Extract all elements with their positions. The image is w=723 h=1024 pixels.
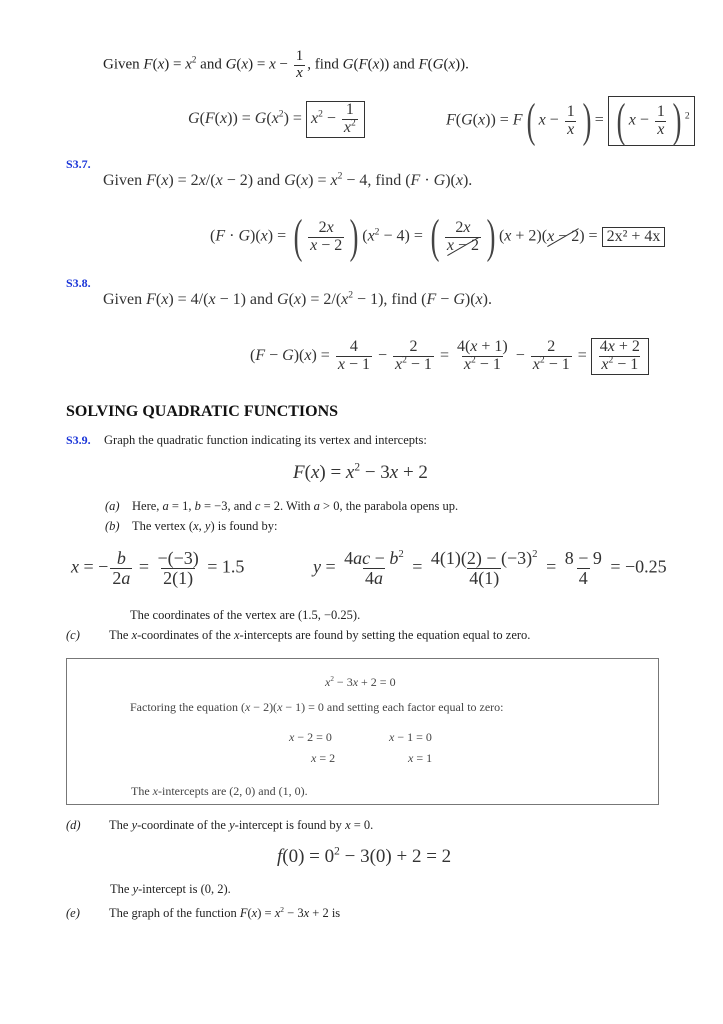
s36-given: Given $F(x) = x^2$ and G(x) = x − $\frac{1}{x}$ , find G(F(x)) and F(G(x)).: [103, 48, 469, 81]
yint-text: The y-intercept is (0, 2).: [110, 882, 231, 896]
vertex-y-result: −0.25: [625, 556, 667, 577]
s39-d-label: (d): [66, 818, 81, 832]
vertex-x-result: 1.5: [221, 556, 245, 577]
s36-gfx-equation: $G(F(x)) = G(x^2) = x^2$ − $\frac{1}{x^2}$: [188, 101, 365, 138]
s39-e-label: (e): [66, 906, 80, 920]
s39-a-label: (a): [105, 499, 120, 513]
panel-intercepts: The x-intercepts are (2, 0) and (1, 0).: [131, 784, 308, 798]
s39-e-text: The graph of the function $F(x) = x^2 - 3x + 2$ is: [109, 904, 341, 920]
s38-solution: (F − G)(x) = $\frac{4}{x - 1}$ − $\frac{2}{x^2 - 1}$ = $\frac{4(x + 1)}{x^2 - 1}$ − $\frac{2}{x^2 - 1}$ = $\frac{4x + 2}{x^2 - 1}$: [250, 338, 649, 375]
s39-c-text: The x-coordinates of the x-intercepts are found by setting the equation equal to zero.: [109, 628, 531, 642]
s39-b-label: (b): [105, 519, 120, 533]
panel-equation: $x^2 - 3x + 2 = 0$: [325, 675, 396, 689]
s38-given: Given F(x) = 4/(x − 1) and $G(x) = 2/(x^2 - 1)$, find (F − G)(x).: [103, 289, 492, 308]
s37-answer: 2x² + 4x: [602, 227, 666, 247]
s37-label: S3.7.: [66, 157, 91, 171]
s39-b-text: The vertex (x, y) is found by:: [132, 519, 278, 533]
s39-prompt: Graph the quadratic function indicating its vertex and intercepts:: [104, 433, 427, 447]
s39-label: S3.9.: [66, 433, 91, 447]
s38-label: S3.8.: [66, 276, 91, 290]
s39-c-label: (c): [66, 628, 80, 642]
section-heading: SOLVING QUADRATIC FUNCTIONS: [66, 403, 339, 420]
s39-function: $F(x) = x^2 - 3x + 2$: [293, 461, 428, 483]
factor1-equation: x − 2 = 0: [289, 730, 332, 744]
s39-a-text: Here, a = 1, b = −3, and c = 2. With a > 0, the parabola opens up.: [132, 499, 459, 513]
s37-given: Given F(x) = 2x/(x − 2) and $G(x) = x^2 - 4$, find (F · G)(x).: [103, 170, 473, 189]
s37-solution: (F · G)(x) = ( $\frac{2x}{x - 2}$ ) $(x^2 - 4)$ = ( $\frac{2x}{x - 2}$ ) (x + 2)(x − 2) = 2x² + 4x: [210, 213, 665, 261]
s36-fgx-equation: F(G(x)) = F( x − $\frac{1}{x}$ ) = ( x − $\frac{1}{x}$ ) $^2$: [446, 96, 695, 146]
vertex-y-formula: y = $\frac{4ac - b^2}{4a}$ = $\frac{4(1)(2) - (-3)^2}{4(1)}$ = $\frac{8 - 9}{4}$ = −0.25: [313, 548, 667, 588]
f0-equation: $f(0) = 0^2 - 3(0) + 2 = 2$: [277, 845, 452, 867]
s39-d-text: The y-coordinate of the y-intercept is found by x = 0.: [109, 818, 374, 832]
factor1-solution: x = 2: [311, 751, 336, 765]
vertex-x-formula: x = − $\frac{b}{2a}$ = $\frac{-(-3)}{2(1)}$ = 1.5: [71, 548, 245, 588]
panel-factoring: Factoring the equation (x − 2)(x − 1) = 0 and setting each factor equal to zero:: [130, 700, 504, 714]
vertex-coordinates-text: The coordinates of the vertex are (1.5, −0.25).: [130, 608, 361, 622]
factor2-equation: x − 1 = 0: [389, 730, 432, 744]
factor2-solution: x = 1: [408, 751, 433, 765]
